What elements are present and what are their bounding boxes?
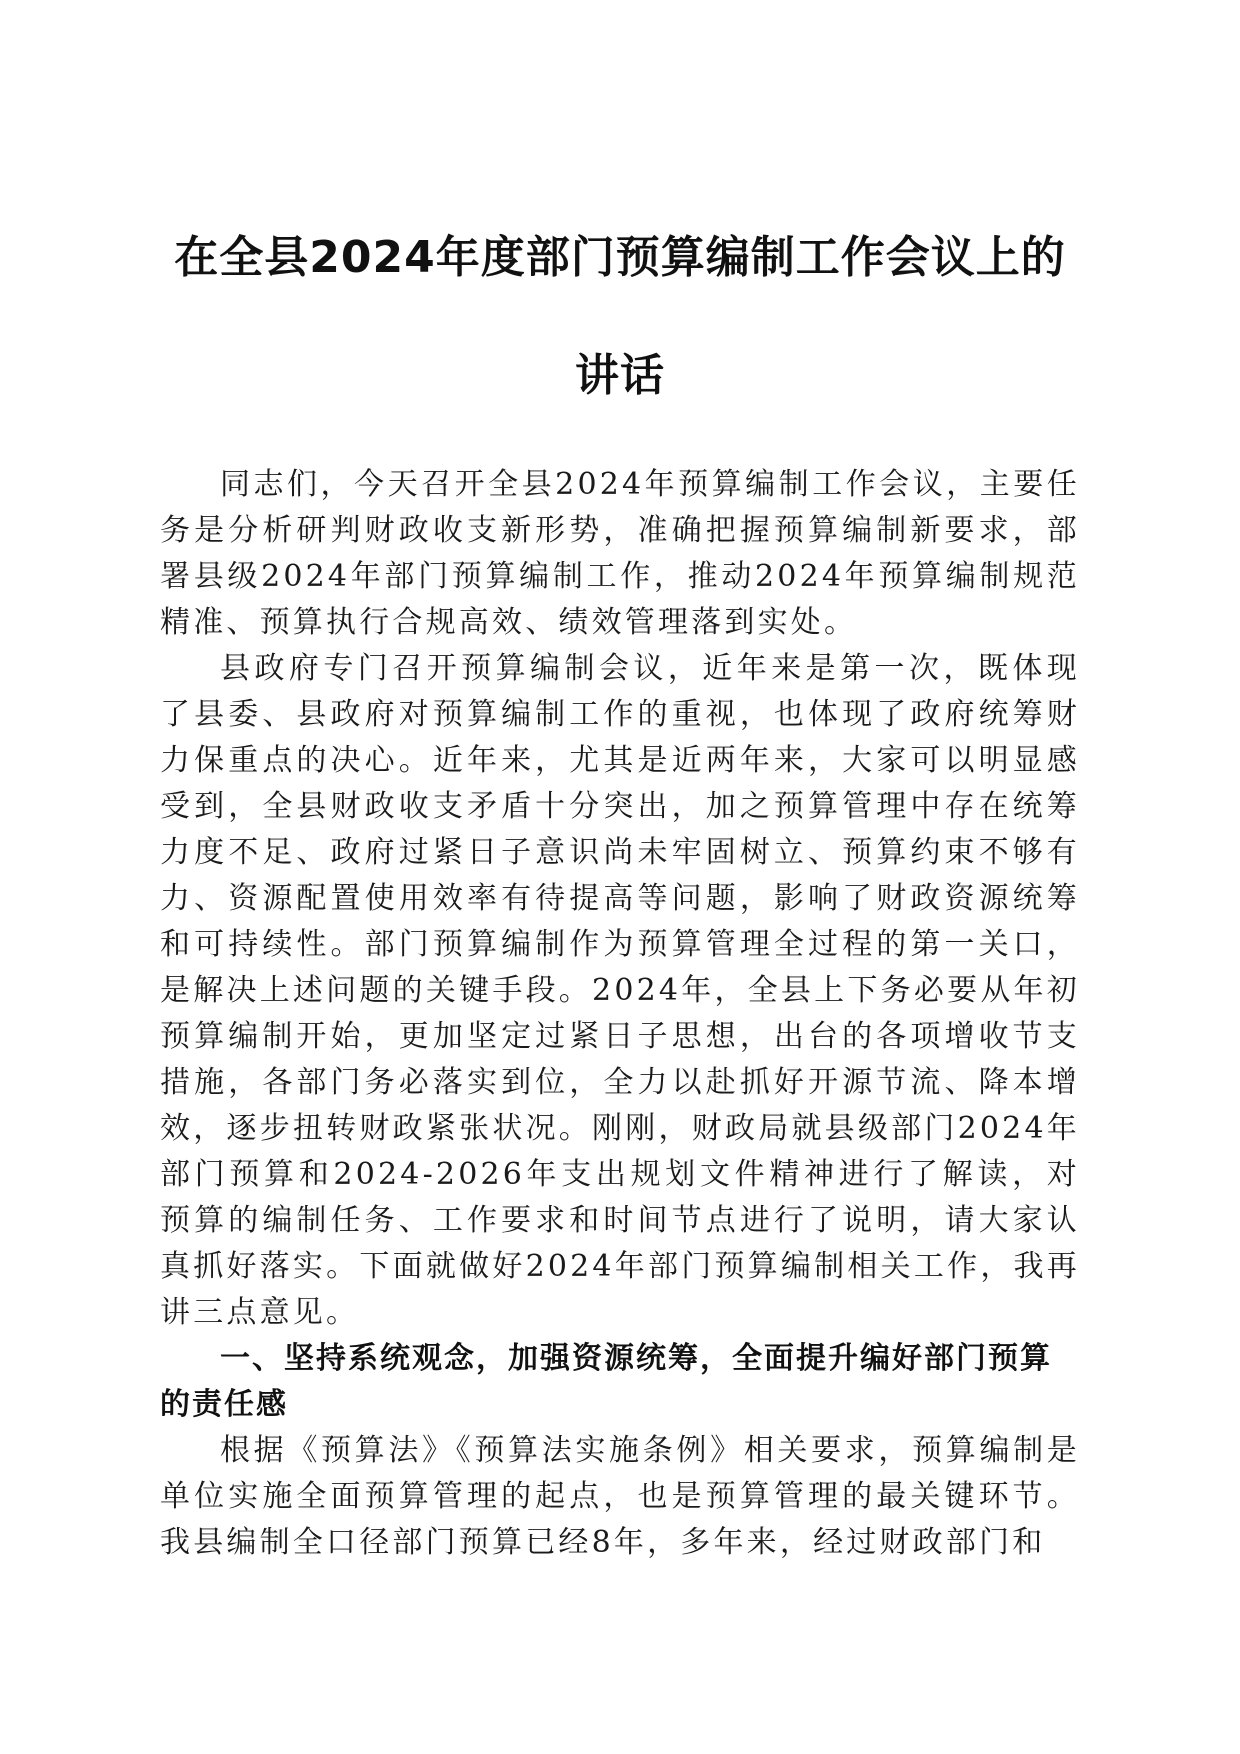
paragraph-background: 县政府专门召开预算编制会议，近年来是第一次，既体现了县委、县政府对预算编制工作的重视，也体现了政府统筹财力保重点的决心。近年来，尤其是近两年来，大家可以明显感受到，全县财政收支矛盾十分突出，加之预算管理中存在统筹力度不足、政府过紧日子意识尚未牢固树立、预算约束不够有力、资源配置使用效率有待提高等问题，影响了财政资源统筹和可持续性。部门预算编制作为预算管理全过程的第一关口，是解决上述问题的关键手段。2024年，全县上下务必要从年初预算编制开始，更加坚定过紧日子思想，出台的各项增收节支措施，各部门务必落实到位，全力以赴抓好开源节流、降本增效，逐步扭转财政紧张状况。刚刚，财政局就县级部门2024年部门预算和2024-2026年支出规划文件精神进行了解读，对预算的编制任务、工作要求和时间节点进行了说明，请大家认真抓好落实。下面就做好2024年部门预算编制相关工作，我再讲三点意见。	[160, 651, 1080, 1330]
section-heading-1: 一、坚持系统观念，加强资源统筹，全面提升编好部门预算的责任感	[160, 1341, 1052, 1422]
document-body	[160, 462, 1080, 1566]
paragraph-opening: 同志们，今天召开全县2024年预算编制工作会议，主要任务是分析研判财政收支新形势，准确把握预算编制新要求，部署县级2024年部门预算编制工作，推动2024年预算编制规范精准、预算执行合规高效、绩效管理落到实处。	[160, 467, 1080, 640]
document-title-line-2: 讲话	[575, 350, 665, 401]
section-1-paragraph: 根据《预算法》《预算法实施条例》相关要求，预算编制是单位实施全面预算管理的起点，也是预算管理的最关键环节。我县编制全口径部门预算已经8年，多年来，经过财政部门和	[160, 1433, 1080, 1560]
document-title-line-1: 在全县2024年度部门预算编制工作会议上的	[174, 232, 1066, 283]
